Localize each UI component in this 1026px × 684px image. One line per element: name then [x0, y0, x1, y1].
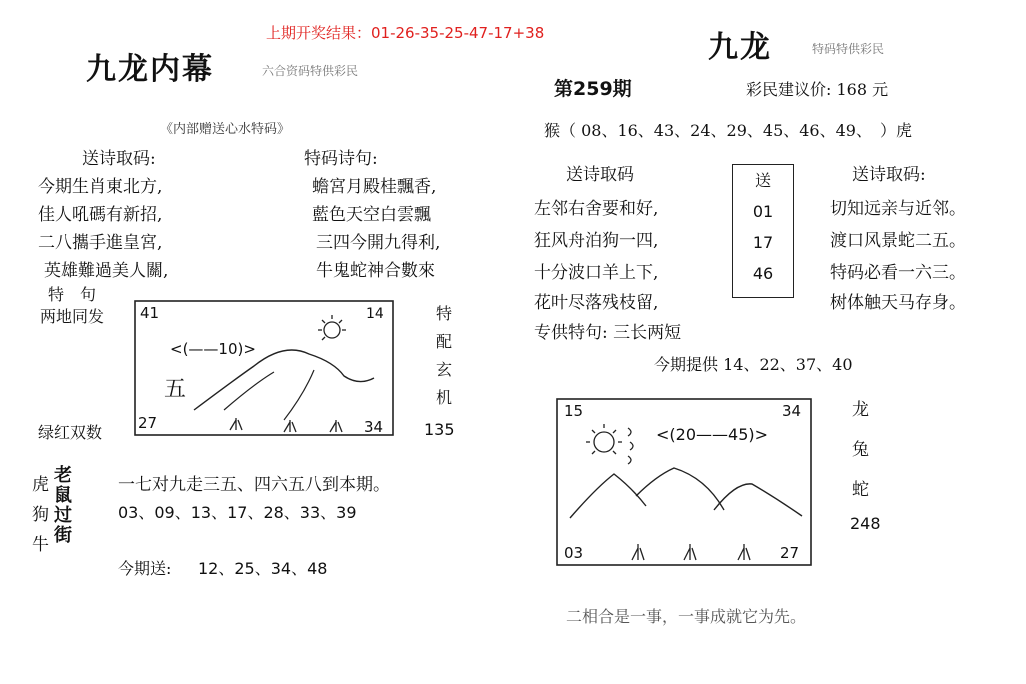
zodiac-dragon: 龙: [852, 400, 869, 420]
rhyme-line: 一七对九走三五、四六五八到本期。: [118, 475, 390, 495]
left-special-poem-line: 藍色天空白雲飄: [312, 205, 431, 225]
sketch-frame: [557, 399, 811, 565]
left-special-poem-line: 三四今開九得利,: [316, 233, 441, 253]
right-poem-line: 左邻右舍要和好,: [534, 199, 659, 219]
special-phrase: 两地同发: [40, 307, 105, 326]
monkey-tiger-line: 猴（ 08、16、43、24、29、45、46、49、 ）虎: [544, 121, 912, 140]
grass-icon: [632, 544, 750, 560]
numbers-line: 03、09、13、17、28、33、39: [118, 503, 357, 522]
left-poem-line: 佳人吼碼有新招,: [38, 205, 163, 225]
mountain-icon: [224, 372, 274, 410]
left-poem-heading: 送诗取码:: [82, 149, 156, 169]
bottom-note: 二相合是一事，一事成就它为先。: [566, 607, 807, 626]
mountain-icon: [714, 484, 802, 516]
right-poem-line: 狂风舟泊狗一四,: [534, 231, 659, 251]
sketch-num-bl: 03: [564, 544, 584, 562]
zodiac-ox: 牛: [32, 535, 49, 555]
left-poem-line: 二八攜手進皇宮,: [38, 233, 163, 253]
mountain-icon: [284, 370, 314, 420]
zodiac-tiger: 虎: [32, 475, 49, 495]
number-135: 135: [424, 420, 455, 439]
grass-icon: [230, 418, 342, 432]
gift-box: [732, 164, 794, 298]
sketch-num-bl: 27: [138, 414, 158, 432]
right-poem-line: 花叶尽落残枝留,: [534, 293, 659, 313]
gift-number: 17: [752, 233, 774, 252]
zodiac-rabbit: 兔: [852, 440, 869, 460]
mountain-icon: [194, 350, 374, 410]
left-special-poem-line: 牛鬼蛇神合數來: [316, 261, 435, 281]
right-poem-line-2: 渡口风景蛇二五。: [830, 231, 966, 251]
gift-number: 46: [752, 264, 774, 283]
today-send-numbers: 12、25、34、48: [198, 559, 328, 578]
mountain-icon: [636, 468, 724, 510]
right-poem-heading-2: 送诗取码:: [852, 165, 926, 185]
sketch-glyph: 五: [164, 377, 187, 402]
zodiac-dog: 狗: [32, 505, 49, 525]
left-special-poem-line: 蟾宮月殿桂飄香,: [312, 177, 437, 197]
right-poem-line-2: 切知远亲与近邻。: [830, 199, 966, 219]
right-special-phrase: 专供特句: 三长两短: [534, 323, 682, 343]
sketch-num-br: 34: [364, 418, 384, 436]
right-poem-heading: 送诗取码: [566, 165, 634, 185]
today-offer: 今期提供 14、22、37、40: [654, 355, 853, 374]
right-title: 九龙: [708, 30, 772, 65]
mountain-icon: [570, 474, 646, 518]
right-poem-line: 十分波口羊上下,: [534, 263, 659, 283]
sketch-frame: [135, 301, 393, 435]
left-caption: 《内部赠送心水特码》: [160, 122, 291, 137]
issue-number: 第259期: [554, 78, 632, 100]
today-send-label: 今期送:: [118, 559, 172, 578]
sketch-num-tl: 41: [140, 304, 160, 322]
special-phrase-label: 特 句: [48, 285, 97, 304]
number-248: 248: [850, 514, 881, 533]
left-subtitle: 六合资码特供彩民: [262, 64, 359, 78]
sun-icon: [318, 315, 346, 340]
left-poem-line: 今期生肖東北方,: [38, 177, 163, 197]
left-title: 九龙内幕: [86, 52, 214, 87]
left-note: 绿红双数: [38, 423, 103, 442]
gift-number: 01: [752, 202, 774, 221]
left-special-poem-heading: 特码诗句:: [304, 149, 378, 169]
last-draw-result: 上期开奖结果：01-26-35-25-47-17+38: [266, 24, 545, 42]
vertical-hint: 特 配 玄 机: [435, 304, 452, 407]
left-sketch: [134, 300, 396, 440]
sketch-arrow-text: <(20——45)>: [656, 425, 769, 444]
zodiac-stack: 老 鼠 过 街: [54, 465, 72, 546]
suggested-price: 彩民建议价: 168 元: [746, 80, 889, 99]
gift-box-label: 送: [754, 171, 771, 190]
sketch-arrow-text: <(——10)>: [170, 340, 256, 358]
left-poem-line: 英雄難過美人關,: [44, 261, 169, 281]
sketch-num-br: 27: [780, 544, 800, 562]
right-poem-line-2: 树体触天马存身。: [830, 293, 966, 313]
vertical-zodiac: [852, 390, 876, 510]
right-sketch: [556, 398, 814, 568]
zodiac-snake: 蛇: [852, 480, 869, 500]
sketch-num-tr: 14: [366, 306, 384, 322]
right-poem-line-2: 特码必看一六三。: [830, 263, 966, 283]
sketch-num-tl: 15: [564, 402, 584, 420]
sun-icon: [586, 424, 633, 464]
right-subtitle: 特码特供彩民: [812, 42, 885, 56]
sketch-num-tr: 34: [782, 402, 802, 420]
